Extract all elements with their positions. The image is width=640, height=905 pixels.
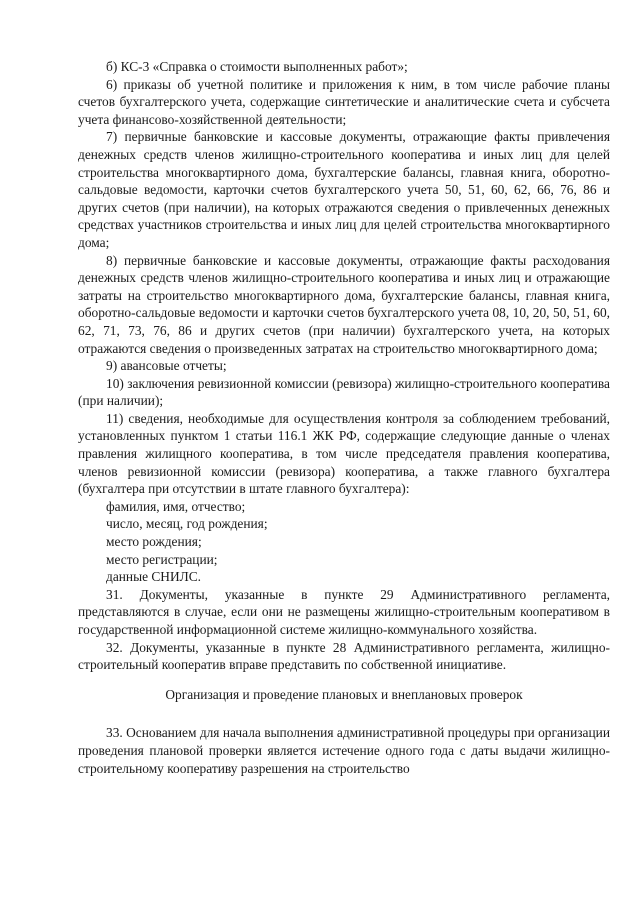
list-item: 9) авансовые отчеты;	[106, 358, 227, 374]
list-item: место рождения;	[106, 534, 202, 550]
document-body	[78, 58, 610, 777]
list-item: данные СНИЛС.	[106, 569, 202, 585]
section-heading: Организация и проведение плановых и внеплановых проверок	[165, 686, 523, 702]
list-item: фамилия, имя, отчество;	[106, 498, 246, 514]
paragraph: 31. Документы, указанные в пункте 29 Административного регламента, представляются в случае, если они не размещены жилищно-строительным кооперативом в государственной информационной системе жилищно-коммунального хозяйства.	[78, 586, 610, 637]
list-item: 6) приказы об учетной политике и приложения к ним, в том числе рабочие планы счетов бухгалтерского учета, содержащие синтетические и аналитические счета и субсчета учета финансово-хозяйственной деятельности;	[78, 76, 610, 127]
list-item: 10) заключения ревизионной комиссии (ревизора) жилищно-строительного кооператива (при наличии);	[78, 375, 610, 409]
paragraph: 33. Основанием для начала выполнения административной процедуры при организации проведения плановой проверки является истечение одного года с даты выдачи жилищно-строительному кооперативу разрешения на строительство	[78, 725, 610, 776]
list-item: 7) первичные банковские и кассовые документы, отражающие факты привлечения денежных средств членов жилищно-строительного кооператива и иных лиц для целей строительства многоквартирного дома, бухгалтерские балансы, главная книга, оборотно-сальдовые ведомости, карточки счетов бухгалтерского учета 50, 51, 60, 62, 66, 76, 86 и других счетов (при наличии), на которых отражаются сведения о привлеченных денежных средствах участников строительства и иных лиц для целей строительства многоквартирного дома;	[78, 129, 610, 250]
list-item: б) КС-3 «Справка о стоимости выполненных работ»;	[106, 59, 408, 74]
list-item: 8) первичные банковские и кассовые документы, отражающие факты расходования денежных средств членов жилищно-строительного кооператива и иных лиц и отражающие затраты на строительство многоквартирного дома, бухгалтерские балансы, главная книга, оборотно-сальдовые ведомости и карточки счетов бухгалтерского учета 08, 10, 20, 50, 51, 60, 62, 71, 73, 76, 86 и других счетов (при наличии) бухгалтерского учета, на которых отражаются сведения о произведенных затратах на строительство многоквартирного дома;	[78, 252, 610, 356]
paragraph: 32. Документы, указанные в пункте 28 Административного регламента, жилищно-строительный кооператив вправе представить по собственной инициативе.	[78, 639, 610, 673]
list-item: 11) сведения, необходимые для осуществления контроля за соблюдением требований, установленных пунктом 1 статьи 116.1 ЖК РФ, содержащие следующие данные о членах правления жилищного кооператива, в том числе председателя правления кооператива, членов ревизионной комиссии (ревизора) кооператива, а также главного бухгалтера (бухгалтера при отсутствии в штате главного бухгалтера):	[78, 410, 610, 497]
list-item: место регистрации;	[106, 551, 218, 567]
list-item: число, месяц, год рождения;	[106, 516, 268, 532]
